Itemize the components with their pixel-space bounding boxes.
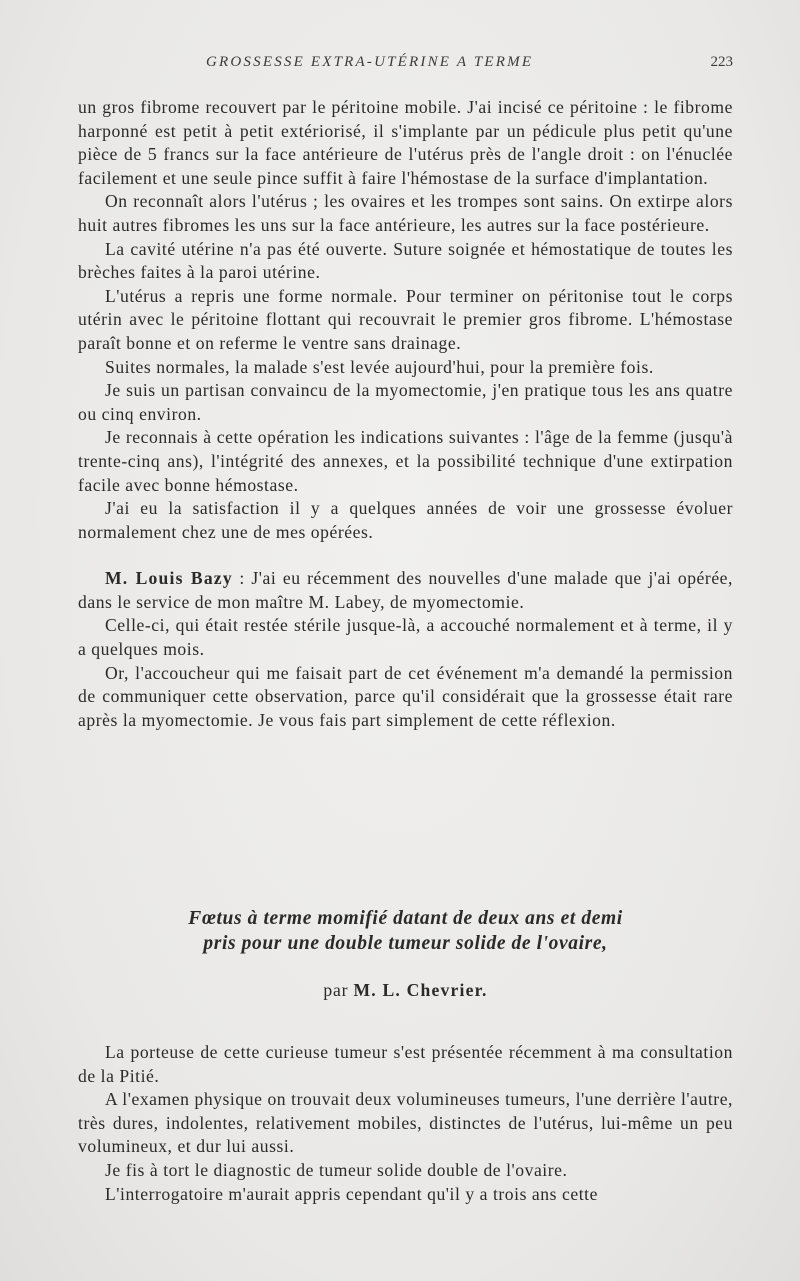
article-title [78,906,733,956]
paragraph: Suites normales, la malade s'est levée aujourd'hui, pour la première fois. [105,356,654,377]
paragraph: A l'examen physique on trouvait deux volumineuses tumeurs, l'une derrière l'autre, très dures, indolentes, relativement mobiles, distinctes de l'utérus, lui-même un peu volumineux, et dur lui aussi. [78,1089,733,1157]
byline-author: M. L. Chevrier. [353,980,488,1000]
running-head-title: GROSSESSE EXTRA-UTÉRINE A TERME [206,54,534,70]
paragraph: Je fis à tort le diagnostic de tumeur solide double de l'ovaire. [105,1159,568,1180]
paragraph: On reconnaît alors l'utérus ; les ovaires et les trompes sont sains. On extirpe alors huit autres fibromes les uns sur la face antérieure, les autres sur la face postérieure. [78,191,733,235]
page-number: 223 [710,54,733,70]
paragraph: Je suis un partisan convaincu de la myomectomie, j'en pratique tous les ans quatre ou cinq environ. [78,380,733,424]
body-text [78,96,733,732]
paragraph: Celle-ci, qui était restée stérile jusque-là, a accouché normalement et à terme, il y a quelques mois. [78,615,733,660]
paragraph: L'interrogatoire m'aurait appris cependant qu'il y a trois ans cette [105,1183,598,1204]
paragraph: Je reconnais à cette opération les indications suivantes : l'âge de la femme (jusqu'à trente-cinq ans), l'intégrité des annexes, et la possibilité technique d'une extirpation facile avec bonne hémostase. [78,427,733,495]
article-body [78,1041,733,1206]
paragraph-speaker [78,567,733,614]
running-head [78,54,733,76]
article-title-line-2: pris pour une double tumeur solide de l'ovaire, [203,933,608,954]
paragraph: un gros fibrome recouvert par le péritoine mobile. J'ai incisé ce péritoine : le fibrome harponné est petit à petit extériorisé, il s'implante par un pédicule plus petit qu'une pièce de 5 francs sur la face antérieure de l'utérus près de l'angle droit : on l'énuclée facilement et une seule pince suffit à faire l'hémostase de la surface d'implantation. [78,97,733,188]
paragraph: J'ai eu la satisfaction il y a quelques années de voir une grossesse évoluer normalement chez une de mes opérées. [78,498,733,542]
byline [78,980,733,1001]
spacer [78,544,733,567]
paragraph: La cavité utérine n'a pas été ouverte. Suture soignée et hémostatique de toutes les brèches faites à la paroi utérine. [78,238,733,283]
paragraph: La porteuse de cette curieuse tumeur s'est présentée récemment à ma consultation de la Pitié. [78,1042,733,1086]
speaker-text: : J'ai eu récemment des nouvelles d'une malade que j'ai opérée, dans le service de mon maître M. Labey, de myomectomie. [78,568,733,612]
byline-prefix: par [323,980,349,1000]
paragraph: Or, l'accoucheur qui me faisait part de cet événement m'a demandé la permission de communiquer cette observation, parce qu'il considérait que la grossesse était rare après la myomectomie. Je vous fais part simplement de cette réflexion. [78,662,733,730]
paragraph: L'utérus a repris une forme normale. Pour terminer on péritonise tout le corps utérin avec le péritoine flottant qui recouvrait le premier gros fibrome. L'hémostase paraît bonne et on referme le ventre sans drainage. [78,285,733,353]
speaker-name: M. Louis Bazy [105,568,233,589]
article-title-line-1: Fœtus à terme momifié datant de deux ans et demi [188,908,623,929]
